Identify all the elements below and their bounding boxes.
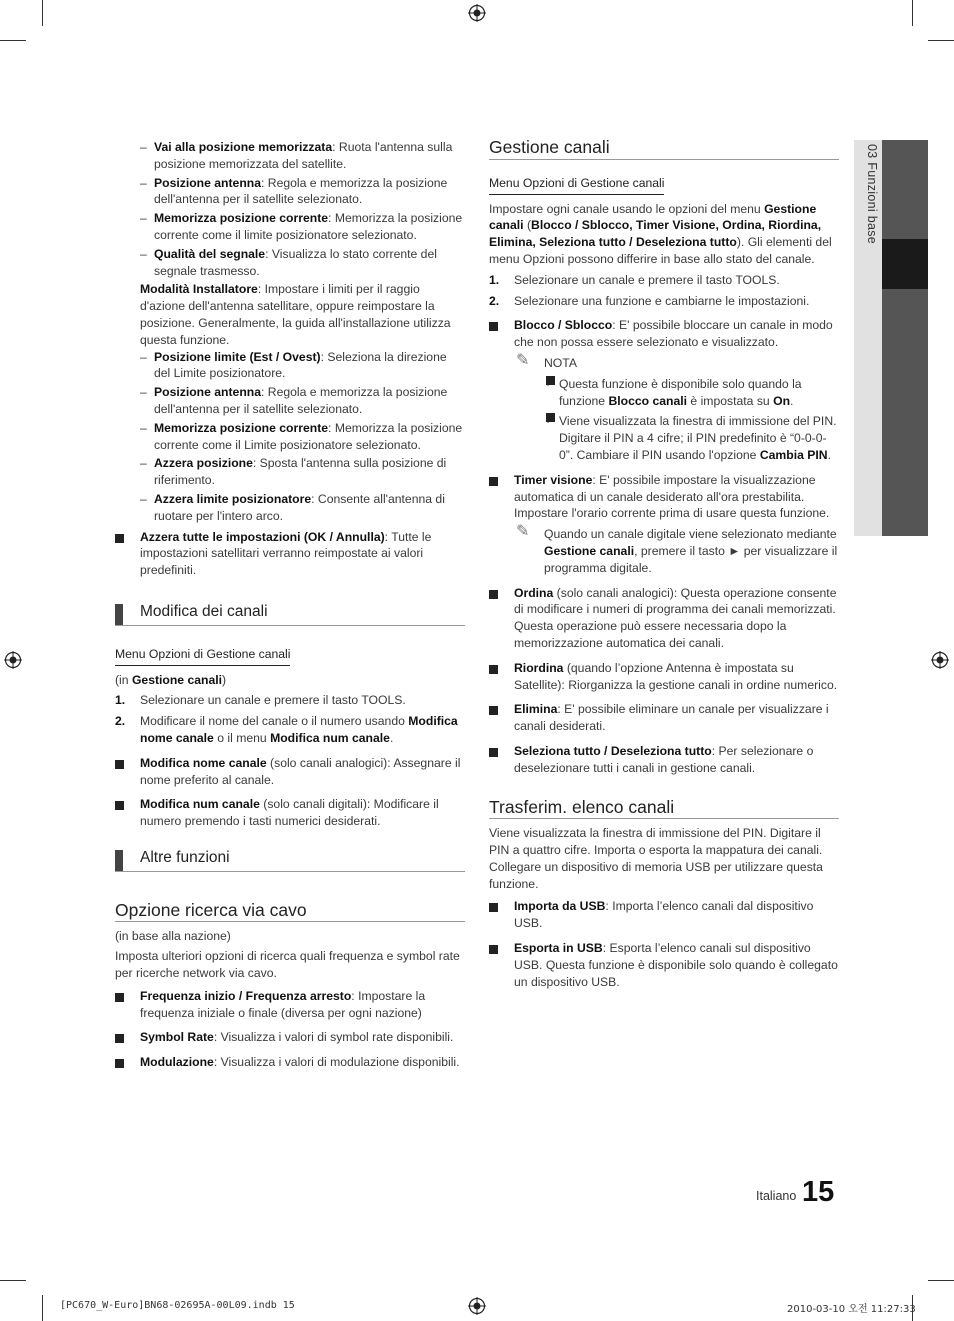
blocco-item: Blocco / Sblocco: E' possibile bloccare un canale in modo che non possa essere selezionato e visualizzato. ✎ NOTA • Questa funzione è disponibile solo quando la funzione Blocco canali è impostata su On. • Viene visualizzata la finestra di immissione del PIN. Digitare il PIN a 4 cifre; il PIN predefinito è “0-0-0-0”. Cambiare il PIN usando l'opzione Cambia PIN. [489, 317, 839, 463]
cavo-modulazione-item: Modulazione: Visualizza i valori di modulazione disponibili. [115, 1054, 465, 1071]
menu-path-modifica: Menu Opzioni di Gestione canali [115, 646, 290, 666]
registration-mark-icon [468, 1297, 486, 1315]
modifica-context: (in Gestione canali) [115, 672, 227, 687]
menu-path-gestione: Menu Opzioni di Gestione canali [489, 175, 664, 195]
section-heading-altre: Altre funzioni [115, 850, 465, 872]
installer-paragraph: Modalità Installatore: Impostare i limiti per il raggio d'azione dell'antenna satellitare, oppure reimpostare la posizione. Generalmente, la guida all'installazione utilizza questa funzione. [140, 282, 451, 347]
nota-item-2: • Viene visualizzata la finestra di immissione del PIN. Digitare il PIN a 4 cifre; il PIN predefinito è “0-0-0-0”. Cambiare il PIN usando l'opzione Cambia PIN. [546, 414, 837, 462]
pencil-note-icon: ✎ [516, 523, 530, 541]
chapter-tab-marker [882, 239, 928, 289]
registration-mark-icon [4, 651, 22, 669]
section-heading-cavo: Opzione ricerca via cavo [115, 902, 465, 923]
elimina-item: Elimina: E' possibile eliminare un canale per visualizzare i canali desiderati. [489, 701, 839, 735]
dash-list-b [115, 349, 465, 525]
registration-mark-icon [931, 651, 949, 669]
nota-item-1: • Questa funzione è disponibile solo quando la funzione Blocco canali è impostata su On. [546, 376, 802, 408]
gestione-step-2: 2. Selezionare una funzione e cambiarne le impostazioni. [489, 293, 810, 308]
importa-item: Importa da USB: Importa l’elenco canali dal dispositivo USB. [489, 898, 839, 932]
seleziona-tutto-item: Seleziona tutto / Deseleziona tutto: Per selezionare o deselezionare tutti i canali in gestione canali. [489, 743, 839, 777]
dash-item: – Memorizza posizione corrente: Memorizza la posizione corrente come il Limite posizionatore selezionato. [140, 420, 463, 452]
registration-mark-icon [468, 4, 486, 22]
cavo-note: (in base alla nazione) [115, 929, 231, 944]
dash-item: – Posizione antenna: Regola e memorizza la posizione dell'antenna per il satellite selezionato. [140, 175, 448, 207]
modifica-step-1: 1. Selezionare un canale e premere il tasto TOOLS. [115, 693, 406, 708]
section-heading-gestione: Gestione canali [489, 139, 839, 160]
chapter-tab-strip [882, 140, 928, 536]
nota-block: ✎ NOTA [516, 351, 577, 370]
cavo-symbol-item: Symbol Rate: Visualizza i valori di symbol rate disponibili. [115, 1029, 465, 1046]
page-number: 15 [802, 1176, 835, 1208]
chapter-tab-label: 03 Funzioni base [865, 144, 879, 245]
dash-item: – Azzera posizione: Sposta l'antenna sulla posizione di riferimento. [140, 456, 447, 488]
modifica-step-2: 2. Modificare il nome del canale o il numero usando Modifica nome canale o il menu Modifica num canale. [115, 714, 458, 745]
left-column [115, 139, 465, 1077]
print-file-info: [PC670_W-Euro]BN68-02695A-00L09.indb 15 [60, 1300, 295, 1311]
modifica-num-item: Modifica num canale (solo canali digitali): Modificare il numero premendo i tasti numerici desiderati. [115, 796, 465, 830]
timer-note: ✎ Quando un canale digitale viene selezionato mediante Gestione canali, premere il tasto ► per visualizzare il programma digitale. [516, 523, 838, 575]
cavo-frequenza-item: Frequenza inizio / Frequenza arresto: Impostare la frequenza iniziale o finale (diversa per ogni nazione) [115, 988, 465, 1022]
timer-item: Timer visione: E' possibile impostare la visualizzazione automatica di un canale desiderato all'ora prestabilita. Impostare l'orario corrente prima di usare questa funzione. ✎ Quando un canale digitale viene selezionato mediante Gestione canali, premere il tasto ► per visualizzare il programma digitale. [489, 472, 839, 577]
modifica-nome-item: Modifica nome canale (solo canali analogici): Assegnare il nome preferito al canale. [115, 755, 465, 789]
dash-item: – Vai alla posizione memorizzata: Ruota l'antenna sulla posizione memorizzata del satellite. [140, 140, 453, 171]
dash-item: – Posizione limite (Est / Ovest): Seleziona la direzione del Limite posizionatore. [140, 349, 447, 381]
trasferim-paragraph: Viene visualizzata la finestra di immissione del PIN. Digitare il PIN a quattro cifre. Importa o esporta la mappatura dei canali. Collegare un dispositivo di memoria USB per utilizzare questa funzione. [489, 826, 823, 891]
dash-item: – Memorizza posizione corrente: Memorizza la posizione corrente come il limite posizionatore selezionato. [140, 211, 463, 242]
riordina-item: Riordina (quando l’opzione Antenna è impostata su Satellite): Riorganizza la gestione canali in ordine numerico. [489, 660, 839, 694]
gestione-step-1: 1. Selezionare un canale e premere il tasto TOOLS. [489, 272, 780, 287]
footer-language: Italiano [756, 1189, 797, 1203]
ordina-item: Ordina (solo canali analogici): Questa operazione consente di modificare i numeri di programma dei canali memorizzati. Questa operazione può essere necessaria dopo la memorizzazione automatica dei canali. [489, 585, 839, 652]
dash-item: – Posizione antenna: Regola e memorizza la posizione dell'antenna per il satellite selezionato. [140, 385, 448, 416]
dash-item: – Azzera limite posizionatore: Consente all'antenna di ruotare per l'intero arco. [140, 491, 445, 523]
pencil-note-icon: ✎ [516, 351, 530, 369]
gestione-paragraph: Impostare ogni canale usando le opzioni del menu Gestione canali (Blocco / Sblocco, Timer Visione, Ordina, Riordina, Elimina, Seleziona tutto / Deseleziona tutto). Gli elementi del menu Opzioni possono differire in base allo stato del canale. [489, 201, 832, 266]
reset-item: Azzera tutte le impostazioni (OK / Annulla): Tutte le impostazioni satellitari verranno reimpostate ai valori predefiniti. [115, 529, 465, 579]
dash-item: – Qualità del segnale: Visualizza lo stato corrente del segnale trasmesso. [140, 246, 437, 278]
right-column [489, 139, 839, 996]
section-heading-modifica: Modifica dei canali [115, 604, 465, 626]
print-timestamp: 2010-03-10 오전 11:27:33 [787, 1304, 916, 1315]
dash-list-a [115, 139, 465, 279]
esporta-item: Esporta in USB: Esporta l’elenco canali sul dispositivo USB. Questa funzione è disponibile solo quando è collegato un dispositivo USB. [489, 940, 839, 990]
section-heading-trasferim: Trasferim. elenco canali [489, 799, 839, 820]
cavo-paragraph: Imposta ulteriori opzioni di ricerca quali frequenza e symbol rate per ricerche network via cavo. [115, 949, 460, 981]
